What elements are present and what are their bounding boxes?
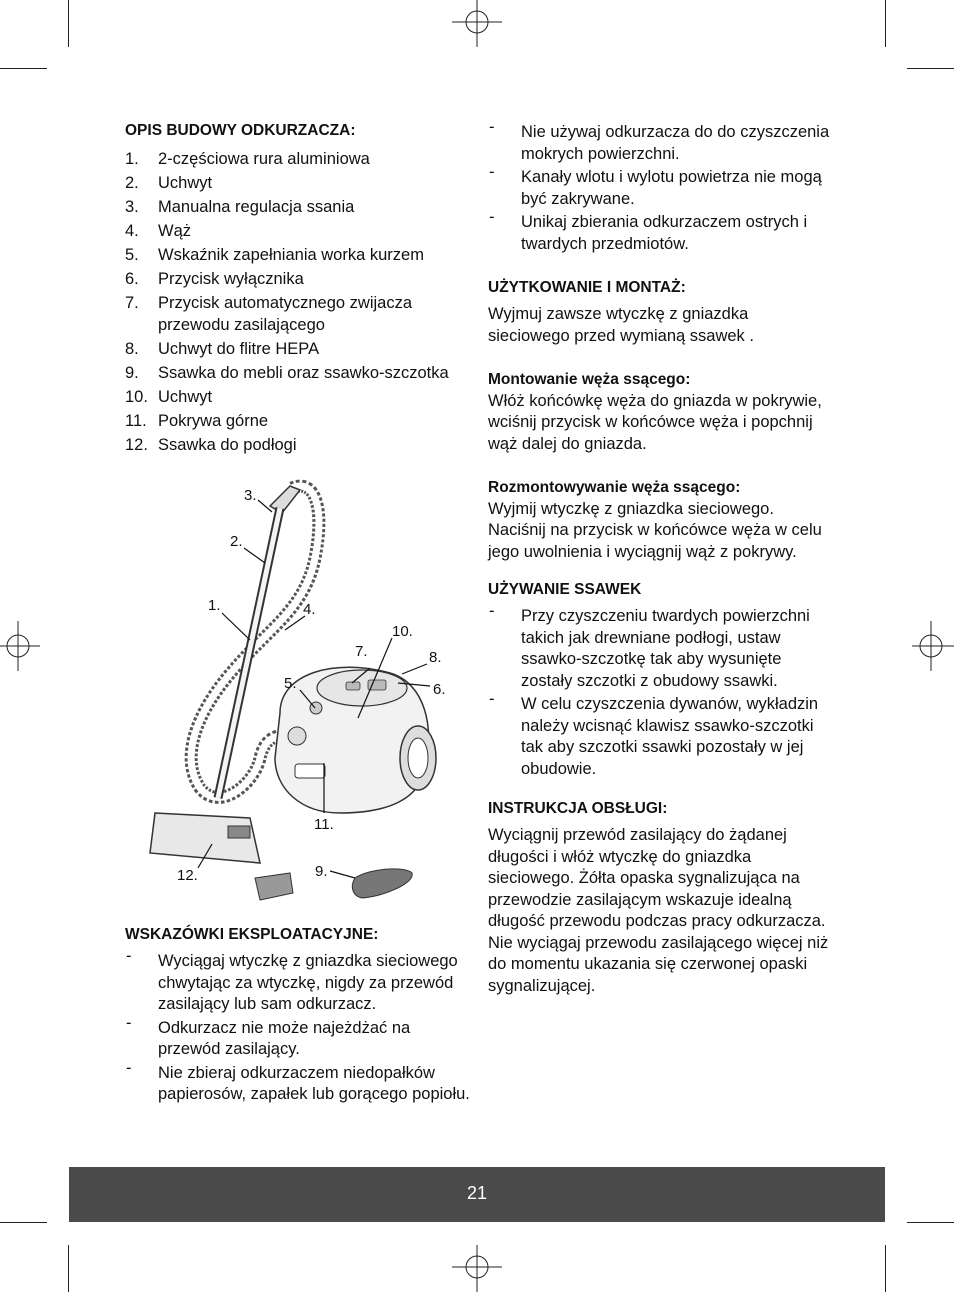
diagram-label-3: 3. [244, 487, 257, 504]
diagram-label-6: 6. [433, 681, 446, 698]
parts-heading: OPIS BUDOWY ODKURZACZA: [125, 122, 356, 139]
crop-mark [0, 68, 47, 69]
right-column [488, 120, 833, 997]
list-item: 2. Uchwyt [125, 174, 213, 192]
usage-heading: UŻYTKOWANIE I MONTAŻ: [488, 279, 686, 296]
safety-list-continued [488, 118, 833, 255]
list-item: 5. Wskaźnik zapełniania worka kurzem [125, 246, 424, 264]
nozzle-heading: UŻYWANIE SSAWEK [488, 581, 642, 598]
crop-mark [907, 68, 954, 69]
diagram-label-1: 1. [208, 597, 221, 614]
list-item: - Nie zbieraj odkurzaczem niedopałków papierosów, zapałek lub gorącego popiołu. [126, 1058, 470, 1103]
diagram-label-9: 9. [315, 863, 328, 880]
crop-mark [907, 1222, 954, 1223]
diagram-label-12: 12. [177, 867, 198, 884]
diagram-label-5: 5. [284, 675, 297, 692]
operation-heading: INSTRUKCJA OBSŁUGI: [488, 800, 668, 817]
nozzle-list [488, 602, 833, 780]
safety-list [125, 947, 470, 1106]
left-column [125, 120, 470, 459]
furniture-nozzle-illustration [255, 873, 293, 900]
dismount-heading: Rozmontowywanie węża ssącego: [488, 479, 741, 496]
registration-mark [452, 0, 502, 50]
safety-heading: WSKAZÓWKI EKSPLOATACYJNE: [125, 926, 379, 943]
mount-block [488, 369, 833, 455]
registration-mark [452, 1245, 502, 1295]
crop-mark [68, 0, 69, 47]
list-item: - W celu czyszczenia dywanów, wykładzin należy wcisnąć klawisz ssawko-szczotki tak aby szczotki ssawki pozostały w jej obudowie. [489, 690, 819, 778]
list-item: 6. Przycisk wyłącznika [125, 270, 304, 288]
registration-mark [0, 621, 50, 671]
list-item: - Nie używaj odkurzacza do do czyszczenia mokrych powierzchni. [489, 118, 830, 163]
list-item: 11. Pokrywa górne [125, 411, 269, 430]
diagram-label-8: 8. [429, 649, 442, 666]
diagram-label-11: 11. [314, 816, 334, 833]
crop-mark [68, 1245, 69, 1292]
page-number: 21 [466, 1183, 488, 1203]
list-item: 3. Manualna regulacja ssania [125, 198, 355, 216]
operation-text: Wyciągnij przewód zasilający do żądanej długości i włóż wtyczkę do gniazdka sieciowego. Żółta opaska sygnalizująca na przewodzie zasilającym wskazuje idealną długość przewodu podczas pracy odkurzacza. Nie wyciągaj przewodu zasilającego więcej niż do momentu ukazania się czerwonej opaski sygnalizującej. [488, 826, 829, 995]
list-item: 10. Uchwyt [125, 387, 213, 406]
mount-text: Włóż końcówkę węża do gniazda w pokrywie, wciśnij przycisk w końcówce węża i popchnij wąż dalej do gniazda. [488, 391, 822, 453]
list-item: 9. Ssawka do mebli oraz ssawko-szczotka [125, 363, 449, 382]
registration-mark [904, 621, 954, 671]
diagram-label-7: 7. [355, 643, 368, 660]
brush-nozzle-illustration [352, 869, 412, 898]
diagram-label-10: 10. [392, 623, 413, 640]
list-item: 12. Ssawka do podłogi [125, 435, 297, 454]
safety-block [125, 924, 470, 1108]
list-item: 4. Wąż [125, 222, 191, 240]
usage-intro: Wyjmuj zawsze wtyczkę z gniazdka sieciowego przed wymianą ssawek . [488, 305, 754, 345]
parts-list [125, 149, 470, 456]
list-item: 8. Uchwyt do flitre HEPA [125, 339, 320, 358]
list-item: - Wyciągaj wtyczkę z gniazdka sieciowego chwytając za wtyczkę, nigdy za przewód zasilający lub sam odkurzacz. [126, 947, 458, 1013]
footer-bar [69, 1167, 885, 1222]
handle-illustration [270, 486, 300, 513]
mount-heading: Montowanie węża ssącego: [488, 371, 691, 388]
vacuum-cleaner-diagram [140, 468, 460, 913]
diagram-label-4: 4. [303, 601, 316, 618]
list-item: - Przy czyszczeniu twardych powierzchni takich jak drewniane podłogi, ustaw ssawko-szczotkę tak aby wysunięte zostały szczotki z obudowy ssawki. [489, 602, 810, 690]
list-item: - Kanały wlotu i wylotu powietrza nie mogą być zakrywane. [489, 163, 822, 208]
diagram-label-2: 2. [230, 533, 243, 550]
crop-mark [0, 1222, 47, 1223]
crop-mark [885, 0, 886, 47]
list-item: - Odkurzacz nie może najeżdżać na przewód zasilający. [126, 1013, 411, 1058]
crop-mark [885, 1245, 886, 1292]
dismount-block [488, 477, 833, 563]
dismount-text: Wyjmij wtyczkę z gniazdka sieciowego. Naciśnij na przycisk w końcówce węża w celu jego uwolnienia i wyciągnij wąż z pokrywy. [488, 499, 822, 561]
list-item: - Unikaj zbierania odkurzaczem ostrych i twardych przedmiotów. [489, 208, 808, 253]
list-item: 1. 2-częściowa rura aluminiowa [125, 150, 370, 168]
list-item: 7. Przycisk automatycznego zwijacza przewodu zasilającego [125, 294, 413, 334]
